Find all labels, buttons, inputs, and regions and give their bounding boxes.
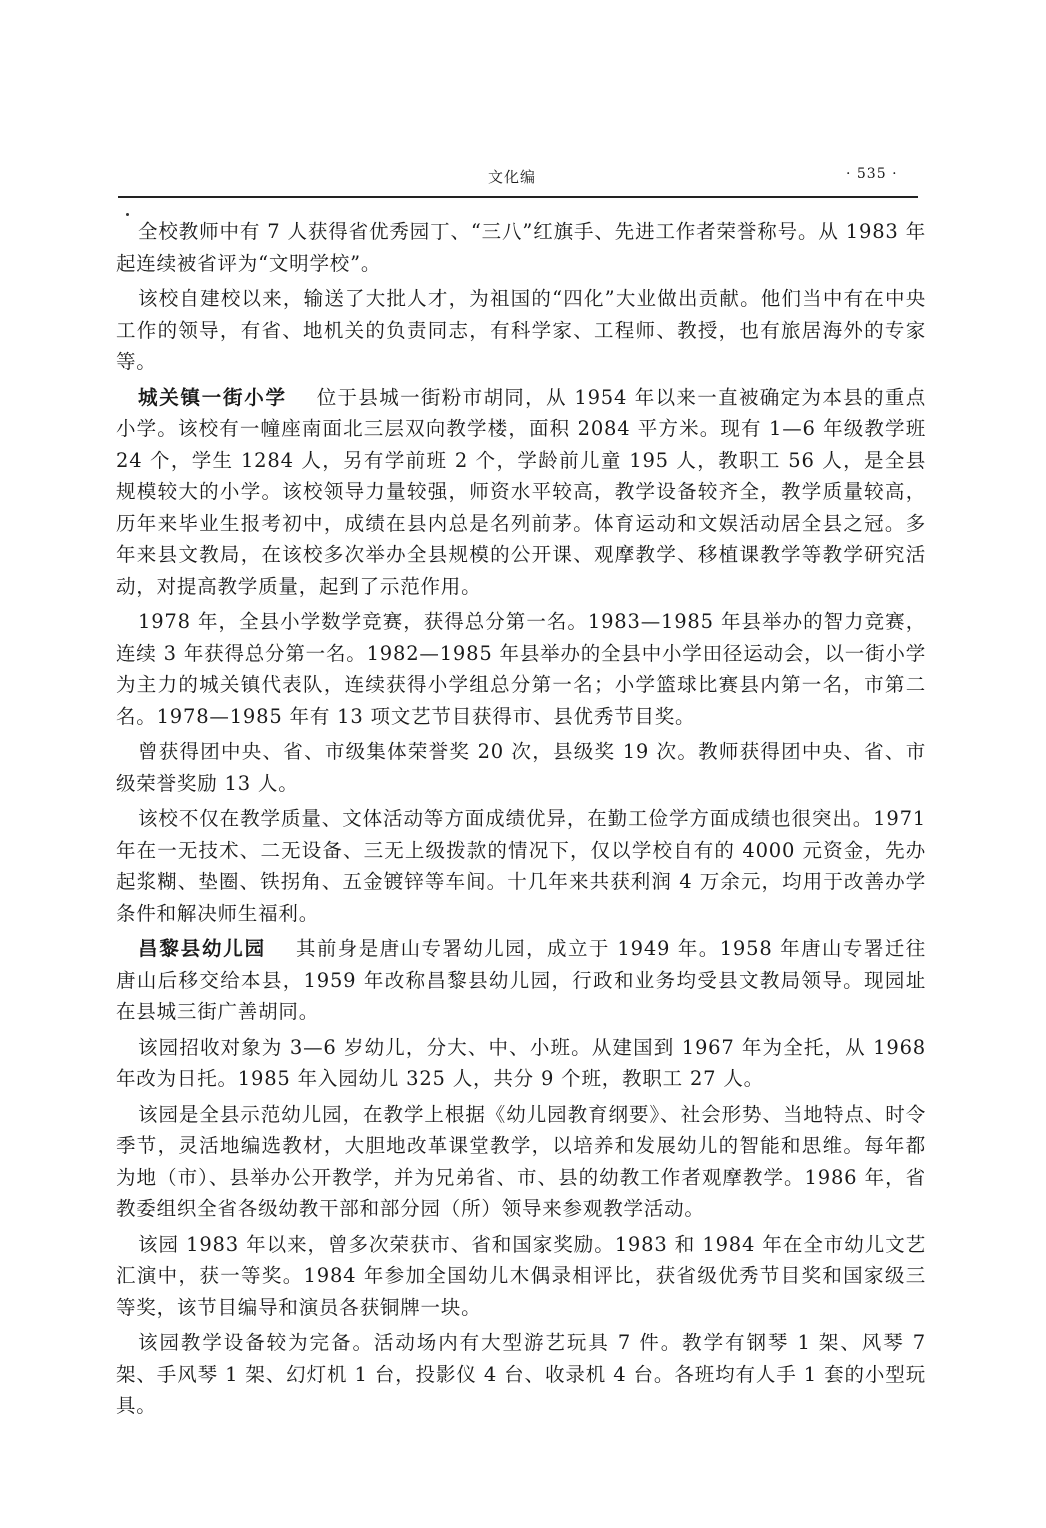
paragraph: 该校不仅在教学质量、文体活动等方面成绩优异，在勤工俭学方面成绩也很突出。1971 年在一无技术、二无设备、三无上级拨款的情况下，仅以学校自有的 4000 元资金，先办起浆糊、垫圈、铁拐角、五金镀锌等车间。十几年来共获利润 4 万余元，均用于改善办学条件和解决师生福利。 [116,807,926,925]
paragraph: 该园 1983 年以来，曾多次荣获市、省和国家奖励。1983 和 1984 年在全市幼儿文艺汇演中，获一等奖。1984 年参加全国幼儿木偶录相评比，获省级优秀节目奖和国家级三等奖，该节目编导和演员各获铜牌一块。 [116,1232,926,1319]
entry-text: 位于县城一街粉市胡同，从 1954 年以来一直被确定为本县的重点小学。该校有一幢座南面北三层双向教学楼，面积 2084 平方米。现有 1—6 年级教学班 24 个，学生 1284 人，另有学前班 2 个，学龄前儿童 195 人，教职工 56 人，是全县规模较大的小学。该校领导力量较强，师资水平较高，教学设备较齐全，教学质量较高，历年来毕业生报考初中，成绩在县内总是名列前茅。体育运动和文娱活动居全县之冠。多年来县文教局，在该校多次举办全县规模的公开课、观摩教学、移植课教学等教学研究活动，对提高教学质量，起到了示范作用。 [116,385,926,598]
page-number: · 535 · [846,166,898,182]
paragraph: 1978 年，全县小学数学竞赛，获得总分第一名。1983—1985 年县举办的智力竞赛，连续 3 年获得总分第一名。1982—1985 年县举办的全县中小学田径运动会，以一街小学为主力的城关镇代表队，连续获得小学组总分第一名；小学篮球比赛县内第一名，市第二名。1978—1985 年有 13 项文艺节目获得市、县优秀节目奖。 [116,610,926,728]
paragraph: 该校自建校以来，输送了大批人才，为祖国的“四化”大业做出贡献。他们当中有在中央工作的领导，有省、地机关的负责同志，有科学家、工程师、教授，也有旅居海外的专家等。 [116,287,926,373]
entry-text: 其前身是唐山专署幼儿园，成立于 1949 年。1958 年唐山专署迁往唐山后移交给本县，1959 年改称昌黎县幼儿园，行政和业务均受县文教局领导。现园址在县城三街广善胡同。 [116,937,926,1023]
paragraph-entry [116,382,926,603]
body-text [116,216,926,1426]
section-title: 文化编 [488,168,537,186]
paragraph: 该园是全县示范幼儿园，在教学上根据《幼儿园教育纲要》、社会形势、当地特点、时令季节，灵活地编选教材，大胆地改革课堂教学，以培养和发展幼儿的智能和思维。每年都为地（市）、县举办公开教学，并为兄弟省、市、县的幼教工作者观摩教学。1986 年，省教委组织全省各级幼教干部和部分园（所）领导来参观教学活动。 [116,1102,926,1220]
header-divider [118,196,918,198]
paragraph: 曾获得团中央、省、市级集体荣誉奖 20 次，县级奖 19 次。教师获得团中央、省、市级荣誉奖励 13 人。 [116,740,926,795]
paragraph: 该园教学设备较为完备。活动场内有大型游艺玩具 7 件。教学有钢琴 1 架、风琴 7 架、手风琴 1 架、幻灯机 1 台，投影仪 4 台、收录机 4 台。各班均有人手 1 套的小型玩具。 [116,1331,926,1417]
entry-heading: 昌黎县幼儿园 [138,937,266,960]
paragraph: 全校教师中有 7 人获得省优秀园丁、“三八”红旗手、先进工作者荣誉称号。从 1983 年起连续被省评为“文明学校”。 [116,220,926,275]
paragraph: 该园招收对象为 3—6 岁幼儿，分大、中、小班。从建国到 1967 年为全托，从 1968 年改为日托。1985 年入园幼儿 325 人，共分 9 个班，教职工 27 人。 [116,1035,926,1090]
paragraph-entry [116,933,926,1028]
page-header [0,166,1046,190]
entry-heading: 城关镇一街小学 [138,385,287,409]
